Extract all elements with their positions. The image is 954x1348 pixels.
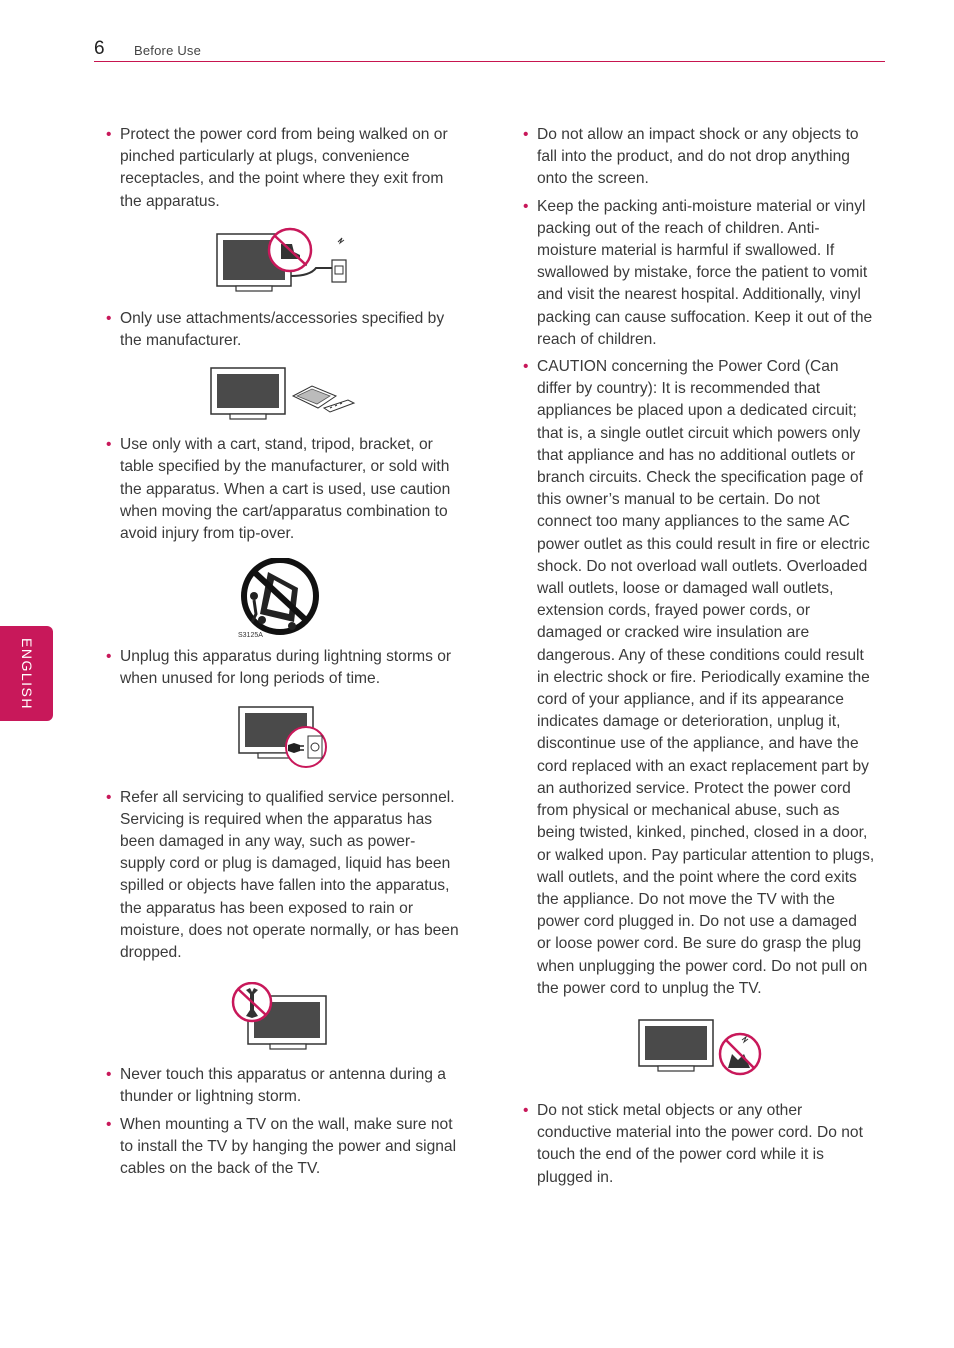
list-item: • CAUTION concerning the Power Cord (Can differ by country): It is recommended that appliances be placed upon a dedicated circuit; that is, a single outlet circuit which powers only that appliance and has no additional outlets or branch circuits. Check the specification page of this owner’s manual to be certain. Do not connect too many appliances to the same AC power outlet as this could result in fire or electric shock. Do not overload wall outlets. Overloaded wall outlets, loose or damaged wall outlets, extension cords, frayed power cords, or damaged or cracked wire insulation are dangerous. Any of these conditions could result in electric shock or fire. Periodically examine the cord of your appliance, and if its appearance indicates damage or deterioration, unplug it, discontinue use of the appliance, and have the cord replaced with an exact replacement part by an authorized service. Protect the power cord from physical or mechanical abuse, such as being twisted, kinked, pinched, closed in a door, or walked upon. Pay particular attention to plugs, wall outlets, and the point where the cord exits the appliance. Do not move the TV with the power cord plugged in. Do not use a damaged or loose power cord. Be sure do grasp the plug when unplugging the power cord. Do not pull on the power cord to unplug the TV. (521, 356, 875, 1000)
tv-unplug-icon (236, 705, 460, 771)
tv-accessories-icon (208, 366, 460, 422)
list-item: • Use only with a cart, stand, tripod, bracket, or table specified by the manufacturer, or sold with the apparatus. When a cart is used, use caution when moving the cart/apparatus combination to avoid injury from tip-over. (104, 434, 460, 545)
left-column (104, 124, 460, 1185)
page-number: 6 (94, 38, 105, 59)
tv-wrench-prohibited-icon (230, 982, 460, 1052)
list-item: • Protect the power cord from being walked on or pinched particularly at plugs, convenience receptacles, and the point where they exit from the apparatus. (104, 124, 460, 213)
list-item: • When mounting a TV on the wall, make sure not to install the TV by hanging the power and signal cables on the back of the TV. (104, 1114, 460, 1181)
list-item: • Do not stick metal objects or any other conductive material into the power cord. Do not touch the end of the power cord while it is plugged in. (521, 1100, 875, 1189)
list-item: • Do not allow an impact shock or any objects to fall into the product, and do not drop anything onto the screen. (521, 124, 875, 191)
list-item: • Only use attachments/accessories specified by the manufacturer. (104, 308, 460, 352)
list-item: • Keep the packing anti-moisture material or vinyl packing out of the reach of children. Anti-moisture material is harmful if swallowed. If swallowed by mistake, force the patient to vomit and visit the nearest hospital. Additionally, vinyl packing can cause suffocation. Keep it out of the reach of children. (521, 196, 875, 351)
cart-tipover-warning-icon (234, 558, 460, 640)
tv-foot-prohibited-icon (214, 224, 460, 294)
list-item: • Refer all servicing to qualified service personnel. Servicing is required when the apparatus has been damaged in any way, such as power-supply cord or plug is damaged, liquid has been spilled or objects have fallen into the apparatus, the apparatus has been exposed to rain or moisture, does not operate normally, or has been dropped. (104, 787, 460, 965)
list-item: • Never touch this apparatus or antenna during a thunder or lightning storm. (104, 1064, 460, 1108)
cart-code-label: S3125A (238, 632, 263, 640)
language-tab (0, 626, 53, 721)
list-item: • Unplug this apparatus during lightning storms or when unused for long periods of time. (104, 646, 460, 690)
right-column (521, 124, 875, 1194)
language-tab-label: ENGLISH (18, 637, 35, 710)
tv-wet-hands-prohibited-icon (636, 1018, 875, 1078)
header-rule (94, 61, 885, 62)
section-title: Before Use (134, 43, 202, 58)
